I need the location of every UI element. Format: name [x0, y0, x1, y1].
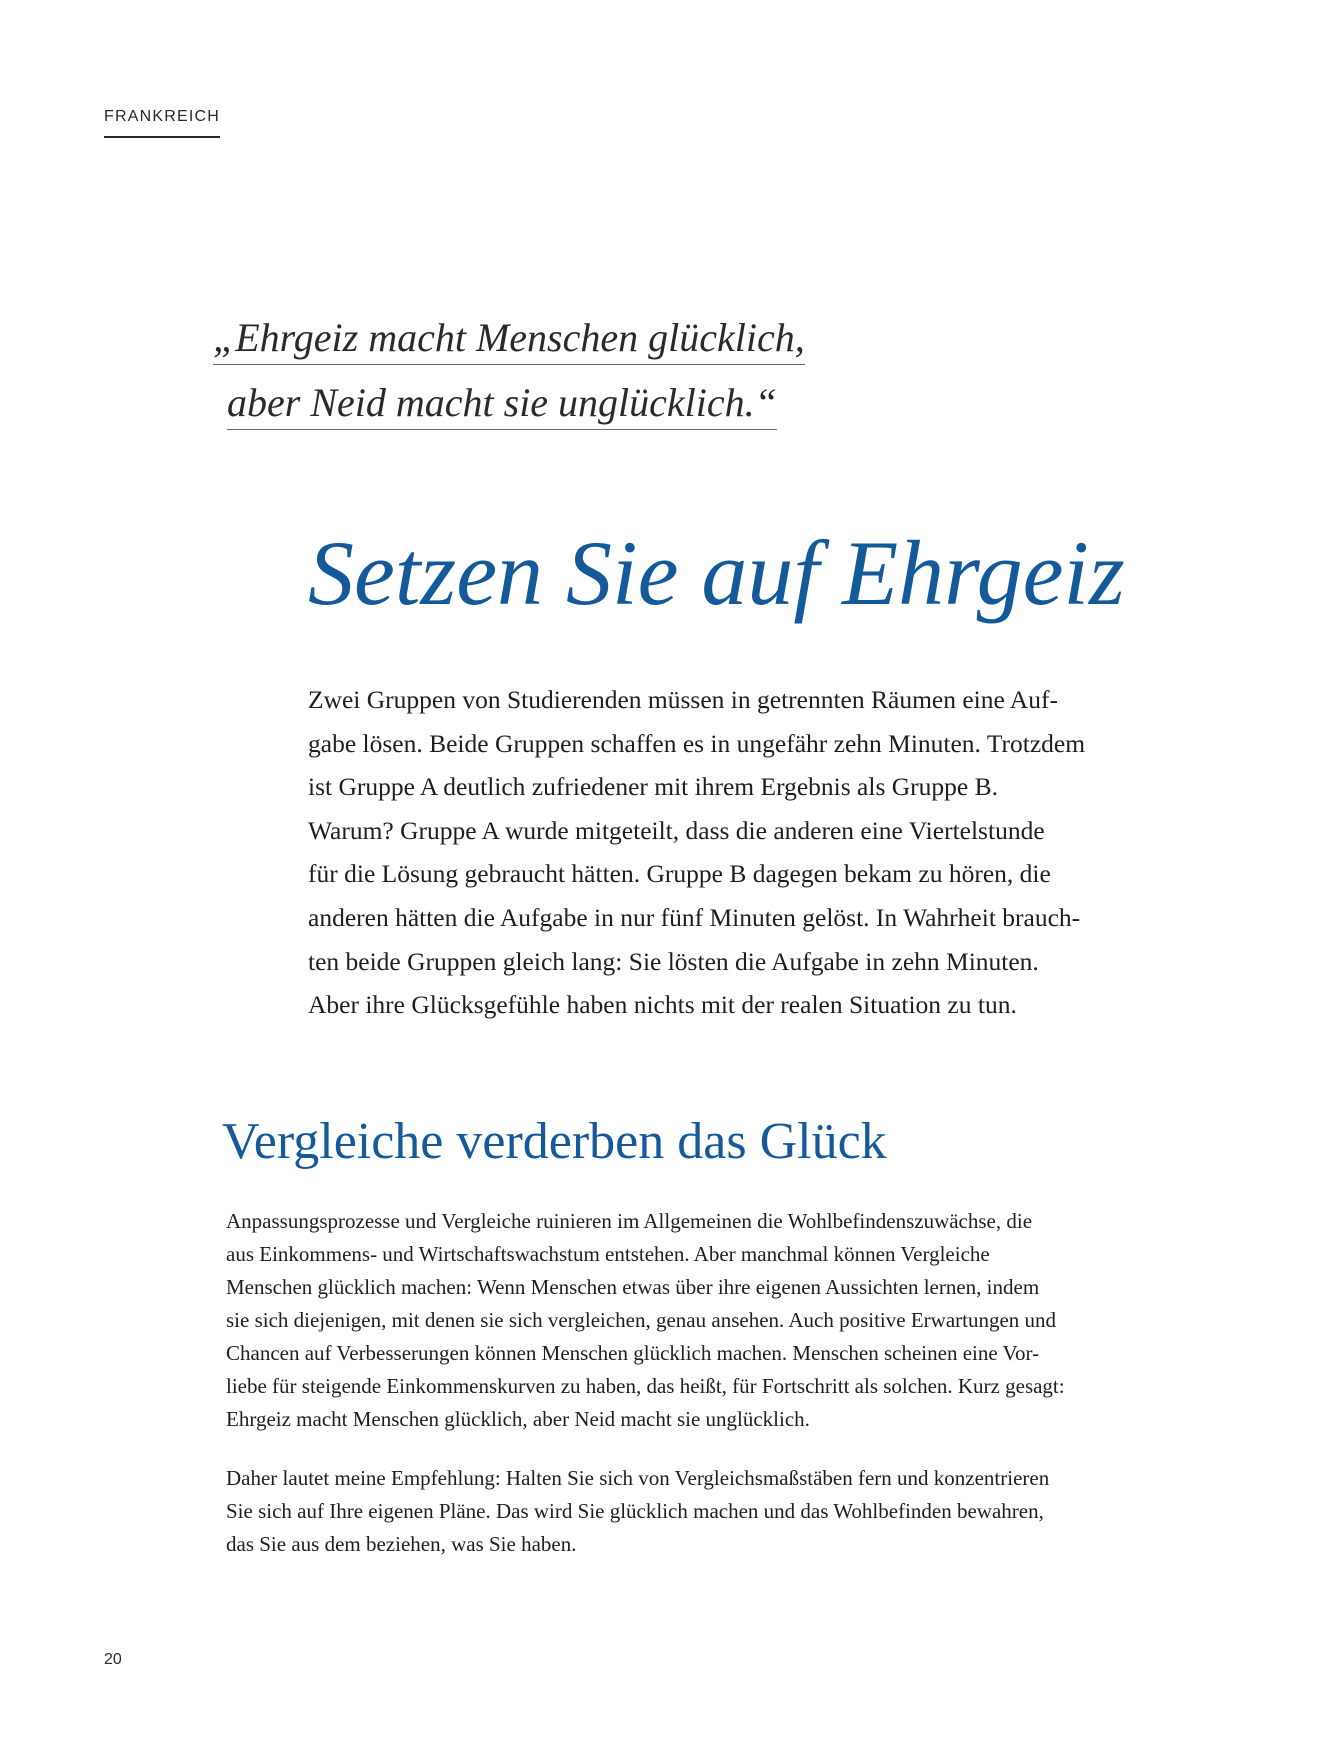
body-line: Sie sich auf Ihre eigenen Pläne. Das wird Sie glücklich machen und das Wohlbefinden bewahren, [226, 1499, 1044, 1523]
body-line: Anpassungsprozesse und Vergleiche ruinieren im Allgemeinen die Wohlbefindenszuwächse, die [226, 1209, 1033, 1233]
body-paragraph [226, 1462, 1206, 1561]
body-line: das Sie aus dem beziehen, was Sie haben. [226, 1532, 577, 1556]
body-line: Menschen glücklich machen: Wenn Menschen etwas über ihre eigenen Aussichten lernen, indem [226, 1275, 1040, 1299]
section-label: FRANKREICH [104, 108, 220, 138]
intro-line: Zwei Gruppen von Studierenden müssen in getrennten Räumen eine Auf- [308, 685, 1058, 714]
body-line: Daher lautet meine Empfehlung: Halten Sie sich von Vergleichsmaßstäben fern und konzentrieren [226, 1466, 1050, 1490]
body-line: Chancen auf Verbesserungen können Menschen glücklich machen. Menschen scheinen eine Vor- [226, 1341, 1040, 1365]
body-line: sie sich diejenigen, mit denen sie sich vergleichen, genau ansehen. Auch positive Erwartungen und [226, 1308, 1057, 1332]
pull-quote-line: aber Neid macht sie unglücklich.“ [227, 377, 777, 430]
body-line: aus Einkommens- und Wirtschaftswachstum entstehen. Aber manchmal können Vergleiche [226, 1242, 990, 1266]
intro-line: Aber ihre Glücksgefühle haben nichts mit der realen Situation zu tun. [308, 990, 1017, 1020]
intro-line: ist Gruppe A deutlich zufriedener mit ihrem Ergebnis als Gruppe B. [308, 772, 998, 802]
intro-line: ten beide Gruppen gleich lang: Sie lösten die Aufgabe in zehn Minuten. [308, 946, 1039, 976]
intro-line: anderen hätten die Aufgabe in nur fünf Minuten gelöst. In Wahrheit brauch- [308, 902, 1081, 932]
page-number: 20 [104, 1651, 122, 1668]
body-paragraph [226, 1205, 1206, 1436]
intro-paragraph [308, 678, 1208, 1027]
section-heading: Vergleiche verderben das Glück [222, 1113, 887, 1170]
body-line: liebe für steigende Einkommenskurven zu haben, das heißt, für Fortschritt als solchen. Kurz gesagt: [226, 1374, 1065, 1398]
pull-quote-line: „Ehrgeiz macht Menschen glücklich, [213, 312, 805, 365]
intro-line: für die Lösung gebraucht hätten. Gruppe B dagegen bekam zu hören, die [308, 859, 1051, 889]
intro-line: Warum? Gruppe A wurde mitgeteilt, dass die anderen eine Viertelstunde [308, 815, 1045, 845]
body-line: Ehrgeiz macht Menschen glücklich, aber Neid macht sie unglücklich. [226, 1407, 810, 1431]
intro-line: gabe lösen. Beide Gruppen schaffen es in ungefähr zehn Minuten. Trotzdem [308, 728, 1086, 758]
pull-quote [213, 312, 805, 442]
page-title: Setzen Sie auf Ehrgeiz [308, 522, 1125, 624]
